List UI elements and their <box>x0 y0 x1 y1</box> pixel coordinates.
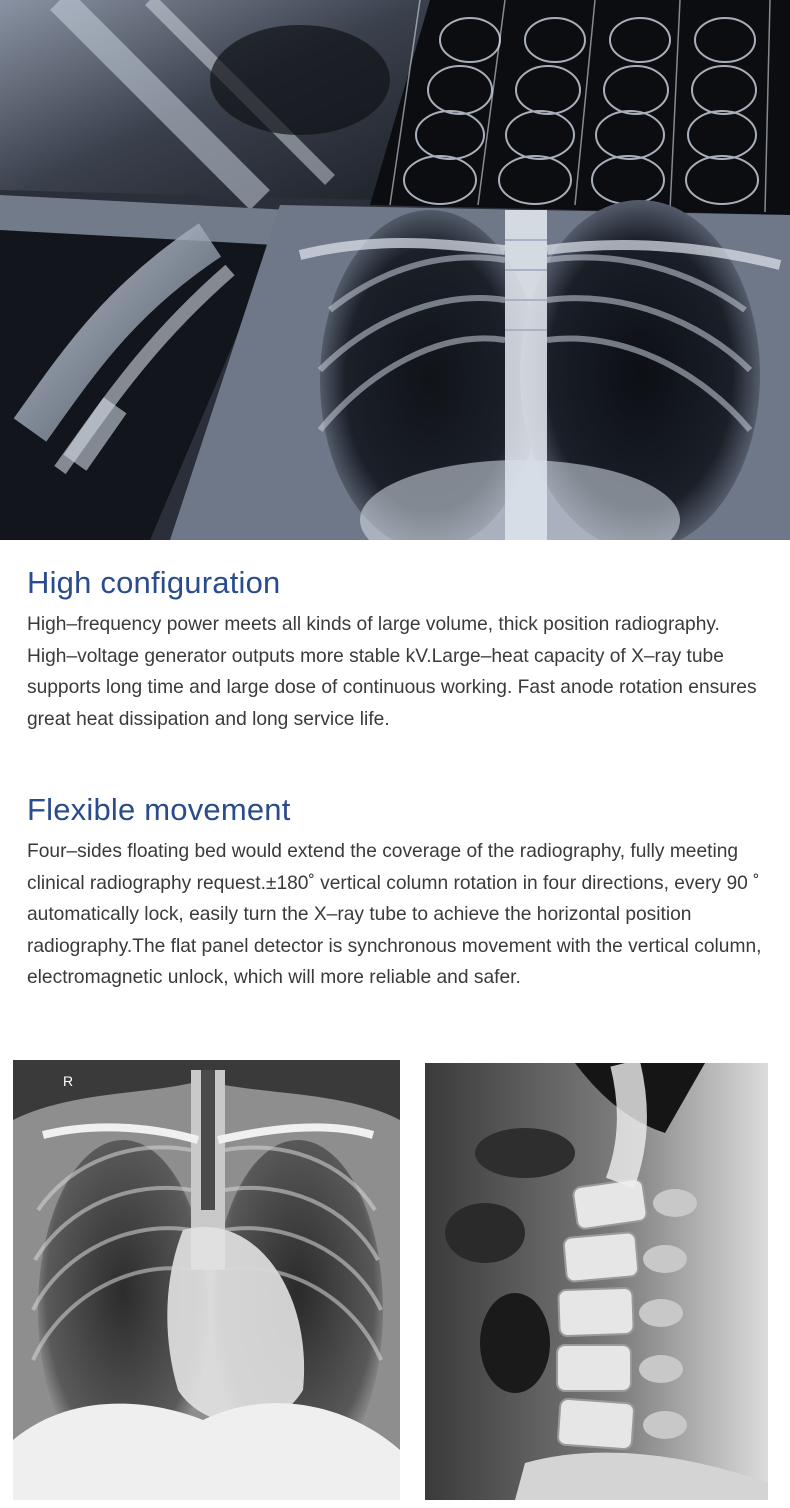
chest-xray-image <box>13 1060 400 1500</box>
hero-xray-films-image <box>0 0 790 540</box>
flexible-movement-heading: Flexible movement <box>27 792 291 827</box>
xray-films-icon <box>0 0 790 540</box>
high-configuration-section <box>27 563 767 735</box>
flexible-movement-description: Four–sides floating bed would extend the coverage of the radiography, fully meeting clinical radiography request.±180˚ vertical column rotation in four directions, every 90 ˚ automatically lock, easily turn the X–ray tube to achieve the horizontal position radiography.The flat panel detector is synchronous movement with the vertical column, electromagnetic unlock, which will more reliable and safer. <box>27 841 762 988</box>
flexible-movement-section <box>27 790 767 994</box>
chest-marker-label: R <box>63 1073 74 1089</box>
chest-xray-icon <box>13 1060 400 1500</box>
lumbar-spine-xray-icon <box>425 1063 768 1500</box>
high-configuration-description: High–frequency power meets all kinds of large volume, thick position radiography. High–voltage generator outputs more stable kV.Large–heat capacity of X–ray tube supports long time and large dose of continuous working. Fast anode rotation ensures great heat dissipation and long service life. <box>27 614 757 730</box>
lumbar-spine-xray-image <box>425 1063 768 1500</box>
high-configuration-heading: High configuration <box>27 565 281 600</box>
